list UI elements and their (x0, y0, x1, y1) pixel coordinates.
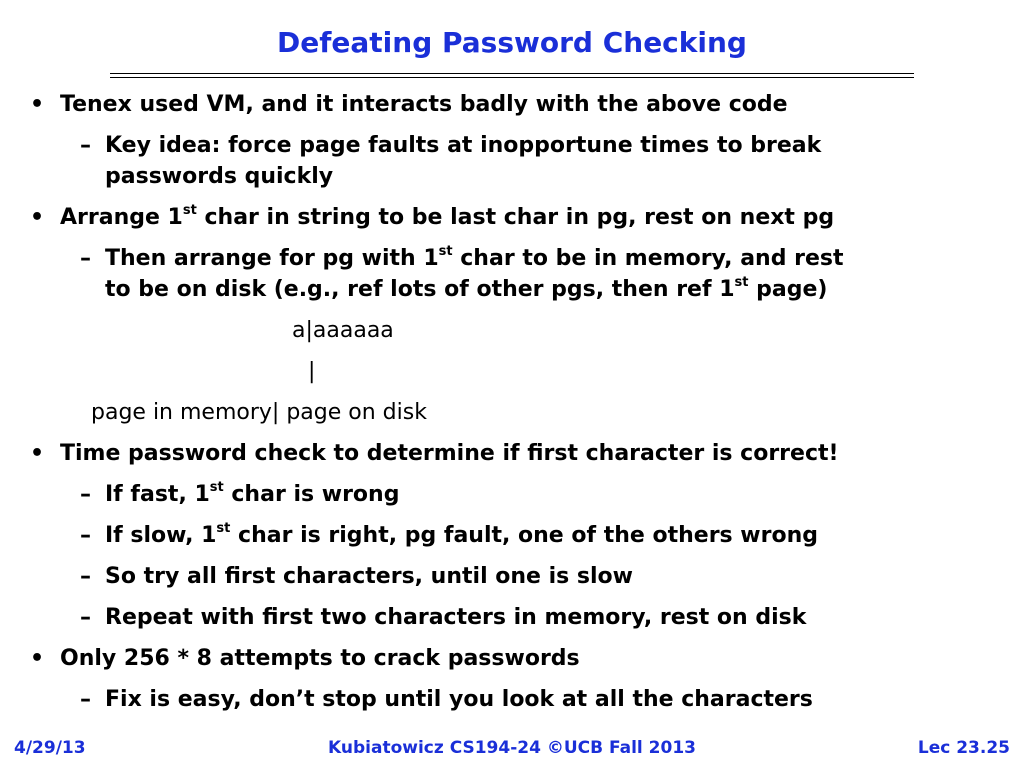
bullet-marker: • (30, 646, 45, 671)
bullet-marker: • (30, 92, 45, 117)
bullet-3-sub-2: If slow, 1st char is right, pg fault, one of the others wrong (105, 521, 819, 548)
slide-title: Defeating Password Checking (277, 26, 747, 59)
bullet-1-sub-1-line-2: passwords quickly (105, 164, 334, 189)
bullet-3-sub-3: So try all first characters, until one is slow (105, 564, 633, 589)
bullet-marker: • (30, 205, 45, 230)
bullet-1-sub-1-line-1: Key idea: force page faults at inopportune times to break (105, 133, 822, 158)
page-diagram-chars: a|aaaaaa (292, 318, 394, 343)
dash-marker: – (80, 482, 91, 507)
footer-course: Kubiatowicz CS194-24 ©UCB Fall 2013 (328, 738, 696, 758)
title-divider-bottom (110, 77, 914, 78)
dash-marker: – (80, 564, 91, 589)
page-diagram-labels: page in memory| page on disk (91, 400, 427, 425)
dash-marker: – (80, 133, 91, 158)
title-divider-top (110, 73, 914, 74)
dash-marker: – (80, 246, 91, 271)
bullet-1-text: Tenex used VM, and it interacts badly with the above code (60, 92, 788, 117)
bullet-2-sub-1-line-1: Then arrange for pg with 1st char to be in memory, and rest (105, 244, 844, 271)
dash-marker: – (80, 687, 91, 712)
page-diagram-boundary: | (308, 359, 316, 384)
bullet-2-sub-1-line-2: to be on disk (e.g., ref lots of other pgs, then ref 1st page) (105, 275, 828, 302)
bullet-marker: • (30, 441, 45, 466)
bullet-3-sub-1: If fast, 1st char is wrong (105, 480, 400, 507)
dash-marker: – (80, 605, 91, 630)
bullet-2-text: Arrange 1st char in string to be last char in pg, rest on next pg (60, 203, 835, 230)
footer-date: 4/29/13 (14, 738, 86, 758)
bullet-3-sub-4: Repeat with first two characters in memory, rest on disk (105, 605, 807, 630)
bullet-4-text: Only 256 * 8 attempts to crack passwords (60, 646, 580, 671)
bullet-4-sub-1: Fix is easy, don’t stop until you look at all the characters (105, 687, 813, 712)
dash-marker: – (80, 523, 91, 548)
bullet-3-text: Time password check to determine if first character is correct! (60, 441, 839, 466)
footer-lecture-number: Lec 23.25 (917, 738, 1010, 758)
